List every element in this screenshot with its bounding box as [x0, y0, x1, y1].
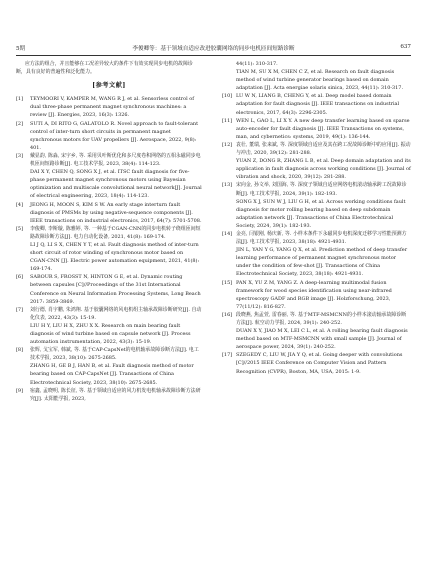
reference-entry [222, 279, 411, 311]
reference-text: 袁壮, 董瑞, 张来斌, 等. 深度领域自适应及其在跨工况故障诊断中的应用[J]. 振动与冲击, 2020, 39(12): 281-288. [236, 141, 411, 157]
issue-number: 5期 [16, 46, 26, 52]
reference-number: [14] [222, 230, 233, 237]
reference-text: SUTI A, DI RITO G, GALATOLO R. Novel approach to fault-tolerant control of inter-turn short circuits in permanent magnet synchronous motors for UAV propellers [J]. Aerospace, 2022, 9(8): 401. [30, 120, 199, 151]
reference-entry [222, 141, 411, 157]
reference-entry [222, 157, 411, 181]
reference-number: [12] [222, 141, 233, 148]
reference-number: [7] [16, 306, 23, 313]
right-column [222, 60, 411, 376]
reference-text: LU W N, LIANG B, CHENG Y, et al. Deep model based domain adaptation for fault diagnosis [J]. IEEE transactions on industrial electronics, 2017, 64(3): 2296-2305. [236, 93, 400, 116]
reference-entry [16, 201, 202, 225]
reference-text: SONG X J, SUN W J, LIU G H, et al. Across working conditions fault diagnosis for motor rolling bearing based on deep subdomain adaptation network [J]. Transactions of China Electrotechnical Society, 2024, 39(1): 182-193. [236, 198, 406, 229]
reference-entry [222, 181, 411, 197]
reference-number: [4] [16, 201, 23, 208]
reference-entry [222, 68, 411, 92]
reference-text: LI J Q, LI S X, CHEN Y T, et al. Fault diagnosis method of inter-turn short circuit of rotor winding of synchronous motor based on CGAN-CNN [J]. Electric power automation equipment, 2021, 41(8): 169-174. [30, 241, 200, 273]
reference-text: ZHANG H, GE B J, HAN B, et al. Fault diagnosis method of motor bearing based on CAP-CapsNet [J]. Transactions of China Electrotechnical Society, 2023, 38(10): 2675-2685. [30, 363, 194, 386]
reference-entry [16, 306, 202, 322]
reference-entry [222, 351, 411, 375]
reference-number [222, 68, 236, 92]
reference-text: DUAN X Y, JIAO M X, LEI C L, et al. A rolling bearing fault diagnosis method based on MTF-MSMCNN with small sample [J]. Journal of aerospace power, 2024, 39(1): 240-252. [236, 328, 408, 351]
reference-text: 李俊卿, 李斯璇, 陈雅婷, 等. 一种基于CGAN-CNN的同步电机转子绕组匝间短路故障诊断方法[J]. 电力自动化设备, 2021, 41(8): 169-174. [30, 225, 201, 240]
page-number: 637 [400, 44, 411, 50]
reference-number [16, 362, 30, 386]
reference-text: PAN X, YU Z M, YANG Z. A deep-learning multimodal fusion framework for wood species identification using near-infrared spectroscopy GADF and RGB image [J]. Holzforschung, 2023, 77(11/12): 816-827. [236, 279, 392, 310]
header-rule [16, 55, 411, 56]
reference-text: JIN L, YAN Y G, YANG Q X, et al. Prediction method of deep transfer learning performance of permanent magnet synchronous motor under the condition of few-shot [J]. Transactions of China Electrotechnical Society, 2023, 38(18): 4921-4931. [236, 247, 408, 278]
reference-text: 刘行德, 肖宇鹏, 朱鸿翔. 基于胶囊网络的风电机组主轴承故障诊断研究[J]. 自动化仪表, 2022, 43(3): 15-19. [30, 306, 202, 321]
reference-text: 宋向金, 孙文举, 刘国海, 等. 深度子领域自适应网络电机滚动轴承跨工况故障诊断[J]. 电工技术学报, 2024, 39(1): 182-193. [236, 182, 407, 197]
reference-number: [15] [222, 279, 233, 286]
reference-text: LIU H Y, LIU H X, ZHU X X. Research on main bearing fault diagnosis of wind turbine based on capsule network [J]. Process automation instrumentation, 2022, 43(3): 15-19. [30, 322, 191, 346]
reference-text: 44(11): 310-317. [236, 61, 278, 67]
reference-entry [222, 92, 411, 116]
reference-entry [16, 273, 202, 305]
reference-entry [16, 168, 202, 200]
reference-number [16, 322, 30, 346]
reference-entry [16, 322, 202, 346]
left-column [16, 60, 202, 403]
reference-number [16, 168, 30, 200]
references-heading: [参考文献] [92, 82, 126, 90]
reference-text: 戴显韵, 陈淼, 宋宇乡, 等. 采用贝叶斯优化和多尺度卷积网络的五相永磁同步电机匝间短路诊断[J]. 电工技术学报, 2023, 38(4): 114-123. [30, 152, 201, 168]
reference-number: [11] [222, 117, 233, 124]
reference-number: [6] [16, 274, 23, 281]
reference-number [222, 60, 236, 68]
reference-entry [222, 198, 411, 230]
reference-text: TIAN M, SU X M, CHEN C Z, et al. Research on fault diagnosis method of wind turbine generator bearings based on domain adaptation [J]. Acta energiae solaris sinica, 2023, 44(11): 310-317. [236, 69, 404, 92]
reference-number [222, 327, 236, 351]
reference-number: [16] [222, 311, 233, 318]
reference-text: JEONG H, MOON S, KIM S W. An early stage interturn fault diagnosis of PMSMs by using negative-sequence components [J]. IEEE transactions on industrial electronics, 2017, 64(7): 5701-5708. [30, 201, 202, 224]
reference-text: 金亮, 闫银刚, 杨庆新, 等. 小样本条件下永磁同步电机深度迁移学习性能预测方法[J]. 电工技术学报, 2023, 38(18): 4921-4931. [236, 230, 407, 246]
reference-entry [222, 327, 411, 351]
reference-text: WEN L, GAO L, LI X Y. A new deep transfer learning based on sparse auto-encoder for fault diagnosis [J]. IEEE Transactions on systems, man, and cybernetics: systems, 2019, 49(1): 136-144. [236, 117, 410, 140]
reference-text: 段晓燕, 焦孟萱, 雷春丽, 等. 基于MTF-MSMCNN的小样本滚动轴承故障诊断方法[J]. 航空动力学报, 2024, 39(1): 240-252. [236, 311, 407, 326]
reference-entry [16, 120, 202, 152]
reference-text: TEYMOORI V, KAMPER M, WANG R J, et al. Sensorless control of dual three-phase permanent magnet synchronous machines: a review [J]. Energies, 2023, 16(3): 1326. [30, 96, 195, 119]
reference-number: [8] [16, 347, 23, 354]
reference-entry [222, 311, 411, 327]
reference-number: [17] [222, 352, 233, 359]
conclusion-text: 应方法的组合，并且能够在工况差异较大的条件下有效实现同步电机的故障诊断，具有良好的普遍性和泛化能力。 [16, 61, 193, 76]
reference-number: [1] [16, 96, 23, 103]
reference-entry [16, 362, 202, 386]
reference-number [16, 241, 30, 273]
reference-text: SZEGEDY C, LIU W, JIA Y Q, et al. Going deeper with convolutions [C]//2015 IEEE Conference on Computer Vision and Pattern Recognition (CVPR), Boston, MA, USA, 2015: 1-9. [236, 352, 403, 375]
reference-entry [16, 225, 202, 241]
reference-entry [222, 60, 411, 68]
reference-number: [13] [222, 182, 233, 189]
reference-number [222, 198, 236, 230]
reference-list-right [222, 60, 411, 376]
running-title: 李俊卿等：基于领域自适应改进胶囊网络的同步电机匝间短路诊断 [132, 46, 295, 52]
reference-entry [16, 152, 202, 168]
reference-number [222, 157, 236, 181]
reference-number: [9] [16, 387, 23, 394]
reference-entry [16, 387, 202, 403]
reference-text: SABOUR S, FROSST N, HINTON G E, et al. Dynamic routing between capsules [C]//Proceedings of the 31st International Conference on Neural Information Processing Systems, Long Beach 2017: 3859-3869. [30, 274, 201, 305]
reference-text: 宿鑫, 孟晓明, 陈长征, 等. 基于领域自适应的风力机发电机轴承故障诊断方法研究[J]. 太阳能学报, 2023, [30, 387, 201, 402]
reference-number: [2] [16, 120, 23, 127]
reference-entry [222, 230, 411, 246]
reference-entry [16, 241, 202, 273]
reference-entry [222, 117, 411, 141]
reference-text: 张辉, 戈宝军, 韩斌, 等. 基于CAP-CapsNet的电机轴承故障诊断方法[J]. 电工技术学报, 2023, 38(10): 2675-2685. [30, 347, 199, 362]
reference-entry [16, 346, 202, 362]
reference-entry [16, 95, 202, 119]
reference-number: [10] [222, 93, 233, 100]
reference-entry [222, 246, 411, 278]
reference-number: [5] [16, 225, 23, 232]
reference-number [222, 246, 236, 278]
reference-text: YUAN Z, DONG R, ZHANG L B, et al. Deep domain adaptation and its application in fault diagnosis across working conditions [J]. Journal of vibration and shock, 2020, 39(12): 281-288. [236, 158, 411, 181]
reference-list-left [16, 95, 202, 403]
reference-number: [3] [16, 152, 23, 159]
reference-text: DAI X Y, CHEN Q, SONG X J, et al. ITSC fault diagnosis for five-phase permanent magnet synchronous motors using Bayesian optimization and multiscale convolutional neural network[J]. Journal of electrical engineering, 2023, 18(4): 114-123. [30, 169, 202, 200]
